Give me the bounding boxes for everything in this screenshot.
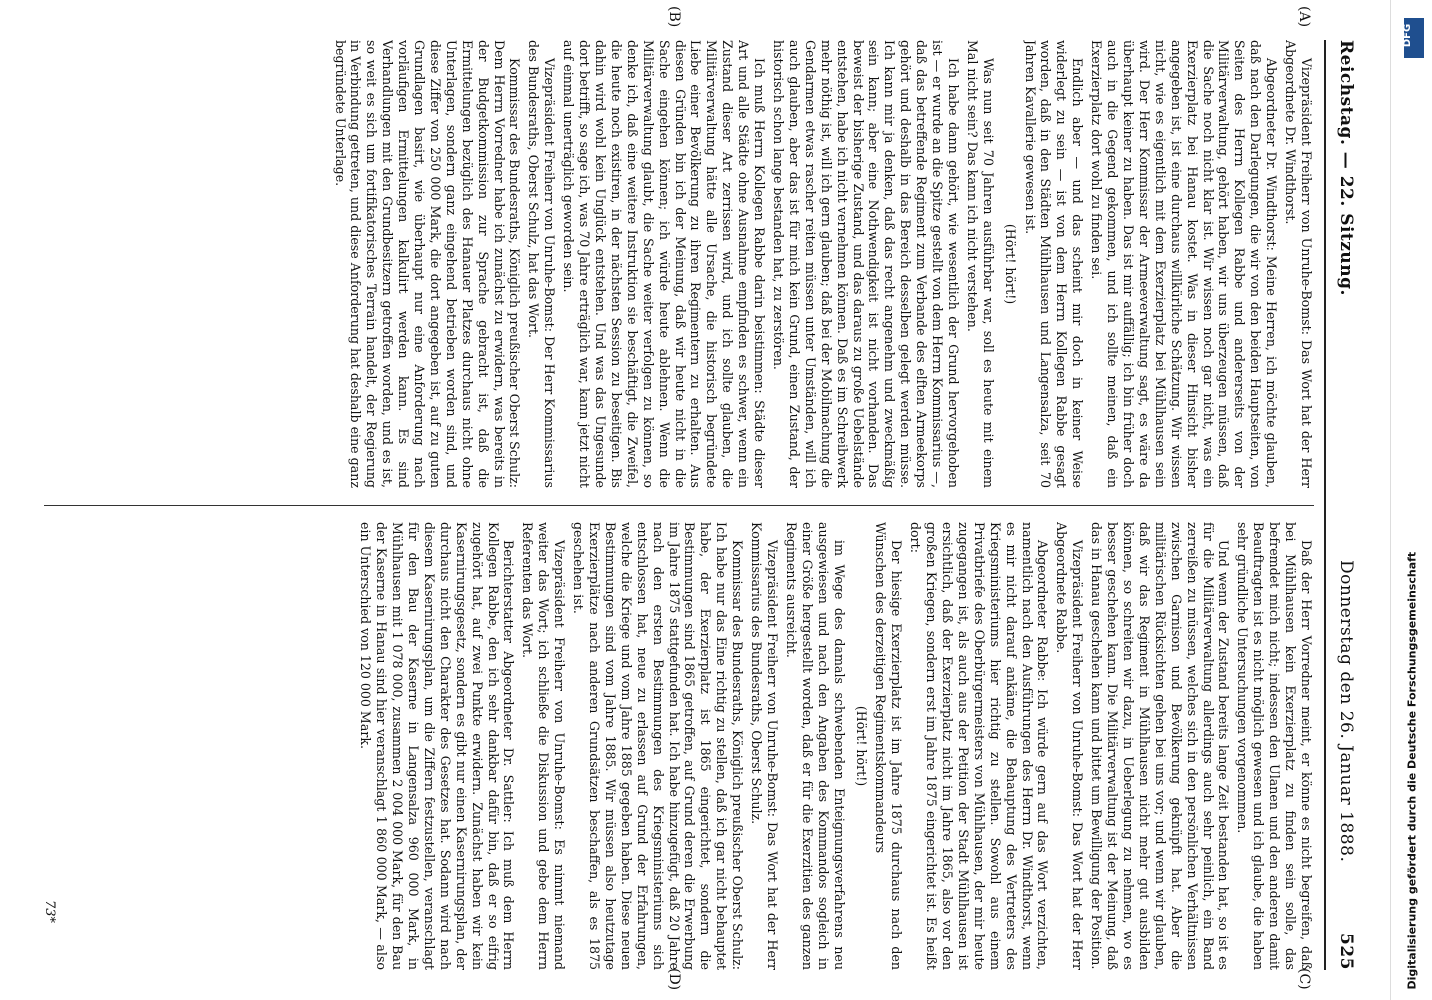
digitization-note-text: Digitalisierung gefördert durch die Deutsche Forschungsgemeinschaft: [1405, 551, 1419, 990]
dfg-logo: [1404, 18, 1424, 58]
paragraph: Abgeordneter Rabbe: Ich würde gern auf das Wort verzichten, namentlich nach den Ausführungen des Herrn Dr. Windthorst, wenn es mir nicht darauf ankäme, die Behauptung des Vertreters des Kriegsministeriums hier richtig zu stellen. Sowohl aus einem Privatbriefe des Oberbürgermeisters von Mühlhausen, der mir heute zugegangen ist, als auch aus der Petition der Stadt Mühlhausen ist ersichtlich, daß der Exerzierplatz nicht im Jahre 1865, also vor den großen Kriegen, sondern erst im Jahre 1875 eingerichtet ist. Es heißt dort:: [908, 522, 1051, 970]
paragraph: Vizepräsident Freiherr von Unruhe-Bomst: Das Wort hat der Herr Kommissarius des Bundesraths, Oberst Schulz.: [749, 522, 780, 970]
paragraph: Berichterstatter Abgeordneter Dr. Sattler: Ich muß dem Herrn Kollegen Rabbe, den ich sehr dankbar dafür bin, daß er so eifrig zugehört hat, auf zwei Punkte erwidern. Zunächst haben wir kein Kasernirungsgesetz, sondern es gibt nur einen Kasernirungsplan, der durchaus nicht den Charakter des Gesetzes hat. Sodann wird nach diesem Kasernirungsplan, um die Ziffern festzustellen, veranschlagt für den Bau der Kaserne in Langensalza 960 000 Mark, in Mühlhausen mit 1 078 000, zusammen 2 004 000 Mark, für den Bau der Kaserne in Hanau sind hier veranschlagt 1 860 000 Mark, — also ein Unterschied von 120 000 Mark.: [358, 522, 517, 970]
paragraph: Vizepräsident Freiherr von Unruhe-Bomst: Das Wort hat der Herr Abgeordnete Rabbe.: [1054, 522, 1086, 970]
paragraph: Daß der Herr Vorredner meint, er könne es nicht begreifen, daß bei Mühlhausen kein Exerzierplatz zu finden sein solle, das befremdet mich nicht; indessen den Ulanen und den anderen damit Beauftragten ist es nicht möglich gewesen und ich glaube, die haben sehr gründliche Untersuchungen vorgenommen.: [1235, 522, 1314, 970]
interjection: (Hört! hört!): [1002, 223, 1018, 305]
paragraph: Was nun seit 70 Jahren ausführbar war, soll es heute mit einem Mal nicht sein? Das kann ich nicht verstehen.: [964, 40, 996, 488]
paragraph: Kommissar des Bundesraths, Königlich preußischer Oberst Schulz: Ich habe nur das Eine richtig zu stellen, daß ich gar nicht behauptet habe, der Exerzierplatz ist 1865 eingerichtet, sondern die Bestimmungen sind 1865 getroffen, auf Grund deren die Erwerbung im Jahre 1875 stattgefunden hat. Ich habe hinzugefügt, daß 20 Jahre nach den ersten Bestimmungen des Kriegsministeriums sich entschlossen hat, neue zu erlassen auf Grund der Erfahrungen, welche die Kriege und vom Jahre 1885 gegeben haben. Diese neuen Bestimmungen sind vom Jahre 1885. Wir müssen also heutzutage Exerzierplätze nach anderen Grundsätzen beschaffen, als es 1875 geschehen ist.: [571, 522, 746, 970]
paragraph: Vizepräsident Freiherr von Unruhe-Bomst: Der Herr Kommissarius des Bundesraths, Oberst Schulz, hat das Wort.: [526, 40, 558, 488]
paragraph: Und wenn der Zustand bereits lange Zeit bestanden hat, so ist es für die Militärverwaltung allerdings auch sehr peinlich, ein Band zerreißen zu müssen, welches sich in den persönlichen Verhältnissen zwischen Garnison und Bevölkerung geknüpft hat. Aber die militärischen Rücksichten gehen bei uns vor; und wenn wir glauben, daß wir das Regiment in Mühlhausen nicht mehr gut ausbilden können, so schreiten wir dazu, in Ueberlegung zu nehmen, wo es besser geschehen kann. Die Militärverwaltung ist der Meinung, daß das in Hanau geschehen kann und bittet um Bewilligung der Position.: [1089, 522, 1232, 970]
column-divider: [44, 505, 1314, 506]
paragraph: Ich habe dann gehört, wie wesentlich der Grund hervorgehoben ist — er wurde an die Spitze gestellt von dem Herrn Kommissarius —, daß das betreffende Regiment zum Verbande des elften Armeekorps gehört und deshalb in das Bereich desselben gelegt werden müsse. Ich kann mir ja denken, daß das recht angenehm und zweckmäßig sein kann; aber eine Nothwendigkeit ist nicht vorhanden. Das beweist der bisherige Zustand, und das daraus zu große Uebelstände entstehen, habe ich nicht vernehmen können. Daß es im Schreibwerk mehr nöthig ist, will ich gern glauben; daß bei der Mobilmachung die Gendarmen etwas rascher reiten müssen unter Umständen, will ich auch glauben, aber das ist für mich kein Grund, einen Zustand, der historisch schon lange bestanden hat, zu zerstören.: [771, 40, 961, 488]
paragraph: Endlich aber — und das scheint mir doch in keiner Weise widerlegt zu sein — ist von dem Herrn Kollegen Rabbe gesagt worden, daß in den Städten Mühlhausen und Langensalza, seit 70 Jahren Kavallerie gewesen ist.: [1022, 40, 1086, 488]
margin-mark-b: (B): [666, 6, 682, 28]
quotation: im Wege des damals schwebenden Enteignungsverfahrens neu ausgewiesen und nach den Angaben des Kommandos sogleich in einer Größe hergestellt worden, daß er für die Exerzitien des ganzen Regiments ausreicht.: [783, 522, 847, 970]
header-date: Donnerstag den 26. Januar 1888.: [1336, 560, 1356, 863]
dfg-logo-text: DFG: [1402, 23, 1414, 48]
rotated-page: [12, 0, 1372, 1000]
page-number: 525: [1336, 933, 1356, 970]
left-column: [24, 40, 1314, 488]
margin-mark-d: (D): [666, 968, 682, 991]
paragraph: Abgeordneter Dr. Windthorst: Meine Herren, ich möchte glauben, daß nach den Darlegungen, die wir von den beiden Hauptseiten, von Seiten des Herrn Kollegen Rabbe und andererseits von der Militärverwaltung, gehört haben, wir uns überzeugen müssen, daß die Sache noch nicht klar ist. Wir wissen noch gar nicht, was ein Exerzierplatz bei Hanau kostet. Was in dieser Hinsicht bisher angegeben ist, ist eine durchaus willkürliche Schätzung. Wir wissen nicht, wie es eigentlich mit dem Exerzierplatz bei Mühlhausen sein wird. Der Herr Kommissar der Armeeverwaltung sagt, es wäre da überhaupt keiner zu haben. Das ist mir auffällig; ich bin früher doch auch in die Gegend gekommen, und ich sollte meinen, daß ein Exerzierplatz dort wohl zu finden sei.: [1089, 40, 1280, 488]
paragraph: Vizepräsident Freiherr von Unruhe-Bomst: Das Wort hat der Herr Abgeordnete Dr. Windthorst.: [1283, 40, 1314, 488]
digitization-note: [1405, 460, 1421, 990]
header-session: Reichstag. — 22. Sitzung.: [1336, 40, 1356, 296]
margin-mark-a: (A): [1296, 6, 1312, 28]
paragraph: Ich muß Herrn Kollegen Rabbe darin beistimmen: Städte dieser Art und alle Städte ohne Ausnahme empfinden es schwer, wenn ein Zustand dieser Art zerrissen wird, und ich sollte glauben, die Militärverwaltung hätte alle Ursache, die historisch begründete Liebe einer Bevölkerung zu ihren Regimentern zu erhalten. Aus diesen Gründen bin ich der Meinung, daß wir heute nicht in die Sache eingehen können; ich würde heute ablehnen. Wenn die Militärverwaltung glaubt, die Sache weiter verfolgen zu können, so denke ich, daß eine weitere Instruktion sie beschäftigt, die Zweifel, die heute noch existiren, in der nächsten Session zu beseitigen. Bis dahin wird wohl kein Unglück entstehen. Und was das Ungesunde dort betrifft, so sage ich, was 70 Jahre erträglich war, kann jetzt nicht auf einmal unerträglich geworden sein.: [561, 40, 768, 488]
page-header: [1322, 40, 1362, 970]
sheet-signature: 73*: [42, 900, 57, 924]
scan-edge: [1390, 0, 1391, 1000]
quotation: Der hiesige Exerzierplatz ist im Jahre 1875 durchaus nach den Wünschen des derzeitigen Regimentskommandeurs: [873, 522, 905, 970]
header-divider: [1324, 40, 1326, 970]
paragraph: Kommissar des Bundesraths, Königlich preußischer Oberst Schulz: Dem Herrn Vorredner habe ich zunächst zu erwidern, was bereits in der Budgetkommission zur Sprache gebracht ist, daß die Ermittelungen bezüglich des Hanauer Platzes durchaus nicht ohne Unterlagen, sondern ganz eingehend betrieben worden sind, und diese Ziffer von 250 000 Mark, die dort angegeben ist, auf zu guten Grundlagen basirt, wie überhaupt nur eine Anforderung nach vorläufigen Ermittelungen kalkulirt werden kann. Es sind Verhandlungen mit den Grundbesitzern getroffen worden, und es ist, so weit es sich um fortifikatorisches Terrain handelt, der Regierung in Verbindung getreten, und diese Anforderung hat deshalb eine ganz begründete Unterlage.: [332, 40, 523, 488]
interjection: (Hört! hört!): [853, 705, 869, 787]
right-column: [24, 522, 1314, 970]
paragraph: Vizepräsident Freiherr von Unruhe-Bomst: Es nimmt niemand weiter das Wort; ich schließe die Diskussion und gebe dem Herrn Referenten das Wort.: [520, 522, 568, 970]
margin-mark-c: (C): [1296, 968, 1312, 990]
